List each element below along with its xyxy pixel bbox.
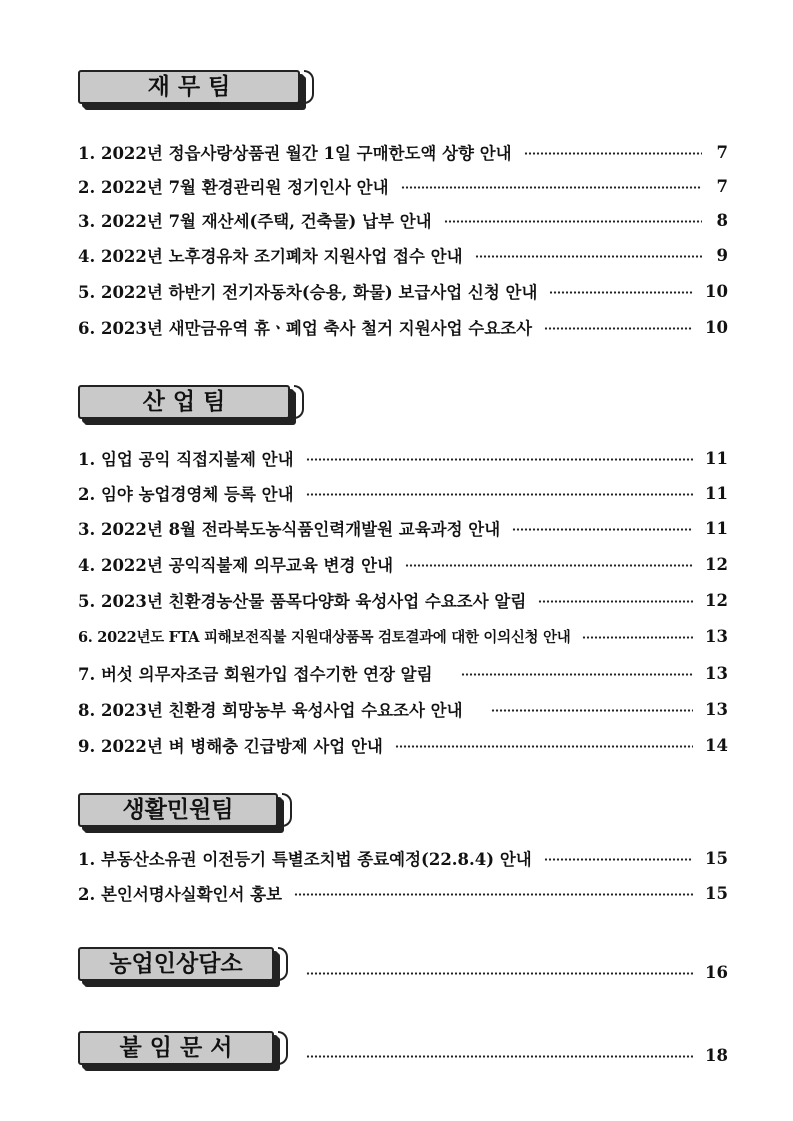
section-title: 붙 임 문 서: [119, 1035, 233, 1061]
toc-item-page: 13: [705, 663, 728, 683]
badge-bracket: [294, 385, 304, 419]
toc-item[interactable]: [78, 552, 728, 576]
dot-leader: [395, 745, 693, 748]
toc-item-page: 13: [705, 699, 728, 719]
dot-leader: [538, 600, 693, 603]
toc-item[interactable]: [78, 140, 728, 164]
toc-item-label: 5. 2023년 친환경농산물 품목다양화 육성사업 수요조사 알림: [78, 592, 527, 611]
toc-item-page: 13: [705, 626, 728, 646]
toc-item[interactable]: [78, 733, 728, 757]
section-title-badge: [78, 70, 300, 104]
dot-leader: [306, 458, 693, 461]
toc-item-page: 15: [705, 848, 728, 868]
toc-item-page: 10: [705, 281, 728, 301]
toc-item-label: 2. 2022년 7월 환경관리원 정기인사 안내: [78, 178, 389, 197]
toc-item-page: 7: [716, 142, 728, 162]
dot-leader: [294, 893, 693, 896]
toc-item-label: 9. 2022년 벼 병해충 긴급방제 사업 안내: [78, 737, 383, 756]
toc-item[interactable]: [78, 481, 728, 505]
toc-item[interactable]: [78, 446, 728, 470]
badge-bracket: [304, 70, 314, 104]
section-title-badge: [78, 793, 278, 827]
dot-leader: [306, 493, 693, 496]
toc-item-label: 6. 2023년 새만금유역 휴ㆍ폐업 축사 철거 지원사업 수요조사: [78, 319, 533, 338]
section-finance: [78, 70, 728, 360]
toc-item-page: 12: [705, 590, 728, 610]
toc-item-page: 18: [705, 1045, 728, 1065]
toc-item[interactable]: [78, 315, 728, 339]
toc-item-label: 5. 2022년 하반기 전기자동차(승용, 화물) 보급사업 신청 안내: [78, 283, 538, 302]
badge-bracket: [278, 947, 288, 981]
toc-item-label: 3. 2022년 8월 전라북도농식품인력개발원 교육과정 안내: [78, 520, 501, 539]
toc-item-page: 10: [705, 317, 728, 337]
dot-leader: [544, 858, 693, 861]
toc-item-label: 3. 2022년 7월 재산세(주택, 건축물) 납부 안내: [78, 212, 432, 231]
dot-leader: [549, 291, 693, 294]
section-title: 재 무 팀: [147, 74, 231, 100]
toc-item-label: 2. 본인서명사실확인서 홍보: [78, 885, 283, 904]
section-title-badge: [78, 385, 290, 419]
toc-item-page: 7: [716, 176, 728, 196]
toc-item-label: 1. 부동산소유권 이전등기 특별조치법 종료예정(22.8.4) 안내: [78, 850, 532, 869]
toc-item-page: 11: [705, 448, 728, 468]
toc-item[interactable]: [78, 208, 728, 232]
dot-leader: [306, 972, 693, 975]
section-farmer-counseling[interactable]: [78, 947, 728, 987]
toc-item[interactable]: [78, 174, 728, 198]
dot-leader: [461, 673, 693, 676]
section-title-badge: [78, 1031, 274, 1065]
toc-item-label: 4. 2022년 노후경유차 조기폐차 지원사업 접수 안내: [78, 247, 463, 266]
toc-item-page: 11: [705, 483, 728, 503]
dot-leader: [544, 327, 693, 330]
section-civil-affairs: [78, 793, 728, 913]
section-title: 농업인상담소: [109, 951, 243, 977]
toc-item-page: 11: [705, 518, 728, 538]
toc-item[interactable]: [78, 881, 728, 905]
toc-item[interactable]: [78, 846, 728, 870]
toc-item[interactable]: [78, 588, 728, 612]
toc-item-label: 4. 2022년 공익직불제 의무교육 변경 안내: [78, 556, 394, 575]
dot-leader: [444, 220, 702, 223]
section-title: 생활민원팀: [122, 797, 234, 823]
dot-leader: [475, 255, 702, 258]
toc-item-page: 15: [705, 883, 728, 903]
toc-item[interactable]: [78, 516, 728, 540]
toc-item-page: 8: [716, 210, 728, 230]
toc-leader: [306, 1043, 728, 1067]
toc-item-label: 1. 2022년 정읍사랑상품권 월간 1일 구매한도액 상향 안내: [78, 144, 512, 163]
toc-item-label: 7. 버섯 의무자조금 회원가입 접수기한 연장 알림: [78, 665, 433, 684]
toc-item-label: 2. 임야 농업경영체 등록 안내: [78, 485, 294, 504]
dot-leader: [405, 564, 693, 567]
toc-leader: [306, 960, 728, 984]
dot-leader: [401, 186, 702, 189]
dot-leader: [524, 152, 702, 155]
toc-item-label: 1. 임업 공익 직접지불제 안내: [78, 450, 294, 469]
dot-leader: [306, 1055, 693, 1058]
toc-item-page: 12: [705, 554, 728, 574]
dot-leader: [512, 528, 693, 531]
section-industry: [78, 385, 728, 765]
badge-bracket: [282, 793, 292, 827]
badge-bracket: [278, 1031, 288, 1065]
toc-item[interactable]: [78, 624, 728, 648]
toc-item-page: 16: [705, 962, 728, 982]
section-title: 산 업 팀: [142, 389, 226, 415]
toc-item[interactable]: [78, 279, 728, 303]
toc-item[interactable]: [78, 697, 728, 721]
toc-item[interactable]: [78, 661, 728, 685]
toc-item-page: 9: [716, 245, 728, 265]
section-attachments[interactable]: [78, 1031, 728, 1071]
toc-item-page: 14: [705, 735, 728, 755]
toc-item-label: 6. 2022년도 FTA 피해보전직불 지원대상품목 검토결과에 대한 이의신청 안내: [78, 628, 571, 646]
toc-item[interactable]: [78, 243, 728, 267]
toc-item-label: 8. 2023년 친환경 희망농부 육성사업 수요조사 안내: [78, 701, 463, 720]
dot-leader: [491, 709, 694, 712]
section-title-badge: [78, 947, 274, 981]
dot-leader: [582, 636, 693, 639]
